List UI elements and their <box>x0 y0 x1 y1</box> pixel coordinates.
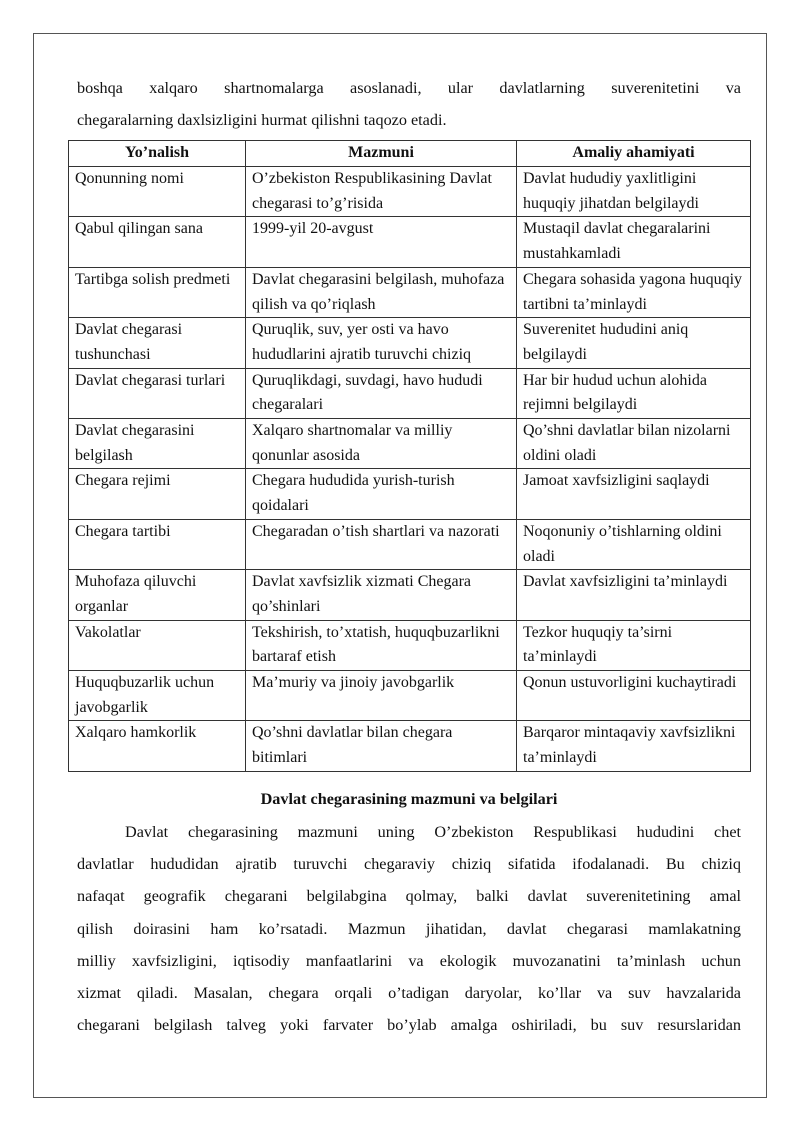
table-cell: 1999-yil 20-avgust <box>246 217 517 267</box>
body-line: davlatlar hududidan ajratib turuvchi chegaraviy chiziq sifatida ifodalanadi. Bu chiziq <box>77 855 741 874</box>
table-cell: Jamoat xavfsizligini saqlaydi <box>517 469 751 519</box>
law-summary-table-container <box>68 140 750 772</box>
table-cell: Chegara tartibi <box>69 519 246 569</box>
body-paragraph <box>77 816 741 1041</box>
table-cell: Qo’shni davlatlar bilan nizolarni oldini oladi <box>517 419 751 469</box>
table-cell: Chegara rejimi <box>69 469 246 519</box>
header-direction: Yo’nalish <box>69 141 246 167</box>
table-row <box>69 419 751 469</box>
table-row <box>69 671 751 721</box>
table-cell: Tartibga solish predmeti <box>69 267 246 317</box>
table-cell: Quruqlikdagi, suvdagi, havo hududi chegaralari <box>246 368 517 418</box>
law-summary-table <box>68 140 751 772</box>
table-row <box>69 167 751 217</box>
table-cell: Huquqbuzarlik uchun javobgarlik <box>69 671 246 721</box>
table-cell: Davlat xavfsizlik xizmati Chegara qo’shinlari <box>246 570 517 620</box>
intro-paragraph <box>77 72 741 136</box>
table-cell: Tekshirish, to’xtatish, huquqbuzarlikni bartaraf etish <box>246 620 517 670</box>
table-cell: Chegaradan o’tish shartlari va nazorati <box>246 519 517 569</box>
table-cell: O’zbekiston Respublikasining Davlat chegarasi to’g’risida <box>246 167 517 217</box>
table-row <box>69 469 751 519</box>
intro-line: boshqa xalqaro shartnomalarga asoslanadi, ular davlatlarning suverenitetini va <box>77 79 741 97</box>
body-line: xizmat qiladi. Masalan, chegara orqali o’tadigan daryolar, ko’llar va suv havzalarida <box>77 984 741 1003</box>
table-row <box>69 267 751 317</box>
table-cell: Davlat chegarasini belgilash, muhofaza qilish va qo’riqlash <box>246 267 517 317</box>
table-cell: Davlat xavfsizligini ta’minlaydi <box>517 570 751 620</box>
table-cell: Vakolatlar <box>69 620 246 670</box>
table-cell: Har bir hudud uchun alohida rejimni belgilaydi <box>517 368 751 418</box>
table-cell: Tezkor huquqiy ta’sirni ta’minlaydi <box>517 620 751 670</box>
table-row <box>69 318 751 368</box>
table-cell: Xalqaro hamkorlik <box>69 721 246 771</box>
body-line: chegarani belgilash talveg yoki farvater bo’ylab amalga oshiriladi, bu suv resurslaridan <box>77 1016 741 1035</box>
header-significance: Amaliy ahamiyati <box>517 141 751 167</box>
header-content: Mazmuni <box>246 141 517 167</box>
table-cell: Xalqaro shartnomalar va milliy qonunlar asosida <box>246 419 517 469</box>
table-cell: Davlat chegarasi turlari <box>69 368 246 418</box>
table-row <box>69 620 751 670</box>
table-cell: Qonunning nomi <box>69 167 246 217</box>
table-cell: Qabul qilingan sana <box>69 217 246 267</box>
table-row <box>69 519 751 569</box>
table-cell: Ma’muriy va jinoiy javobgarlik <box>246 671 517 721</box>
table-cell: Qo’shni davlatlar bilan chegara bitimlari <box>246 721 517 771</box>
body-line: qilish doirasini ham ko’rsatadi. Mazmun jihatidan, davlat chegarasi mamlakatning <box>77 919 741 938</box>
table-cell: Quruqlik, suv, yer osti va havo hududlarini ajratib turuvchi chiziq <box>246 318 517 368</box>
body-line: Davlat chegarasining mazmuni uning O’zbekiston Respublikasi hududini chet <box>125 823 741 841</box>
table-cell: Chegara hududida yurish-turish qoidalari <box>246 469 517 519</box>
table-row <box>69 570 751 620</box>
table-header-row <box>69 141 751 167</box>
table-cell: Davlat chegarasini belgilash <box>69 419 246 469</box>
body-line: milliy xavfsizligini, iqtisodiy manfaatlarini va ekologik muvozanatini ta’minlash uchun <box>77 951 741 970</box>
table-cell: Barqaror mintaqaviy xavfsizlikni ta’minlaydi <box>517 721 751 771</box>
table-cell: Chegara sohasida yagona huquqiy tartibni ta’minlaydi <box>517 267 751 317</box>
table-row <box>69 368 751 418</box>
table-cell: Noqonuniy o’tishlarning oldini oladi <box>517 519 751 569</box>
table-cell: Suverenitet hududini aniq belgilaydi <box>517 318 751 368</box>
table-cell: Muhofaza qiluvchi organlar <box>69 570 246 620</box>
intro-line: chegaralarning daxlsizligini hurmat qilishni taqozo etadi. <box>77 111 447 129</box>
table-cell: Davlat hududiy yaxlitligini huquqiy jihatdan belgilaydi <box>517 167 751 217</box>
body-line: nafaqat geografik chegarani belgilabgina qolmay, balki davlat suverenitetining amal <box>77 887 741 906</box>
table-row <box>69 217 751 267</box>
table-cell: Mustaqil davlat chegaralarini mustahkamladi <box>517 217 751 267</box>
table-caption: Davlat chegarasining mazmuni va belgilari <box>260 790 558 808</box>
table-row <box>69 721 751 771</box>
table-cell: Qonun ustuvorligini kuchaytiradi <box>517 671 751 721</box>
table-cell: Davlat chegarasi tushunchasi <box>69 318 246 368</box>
